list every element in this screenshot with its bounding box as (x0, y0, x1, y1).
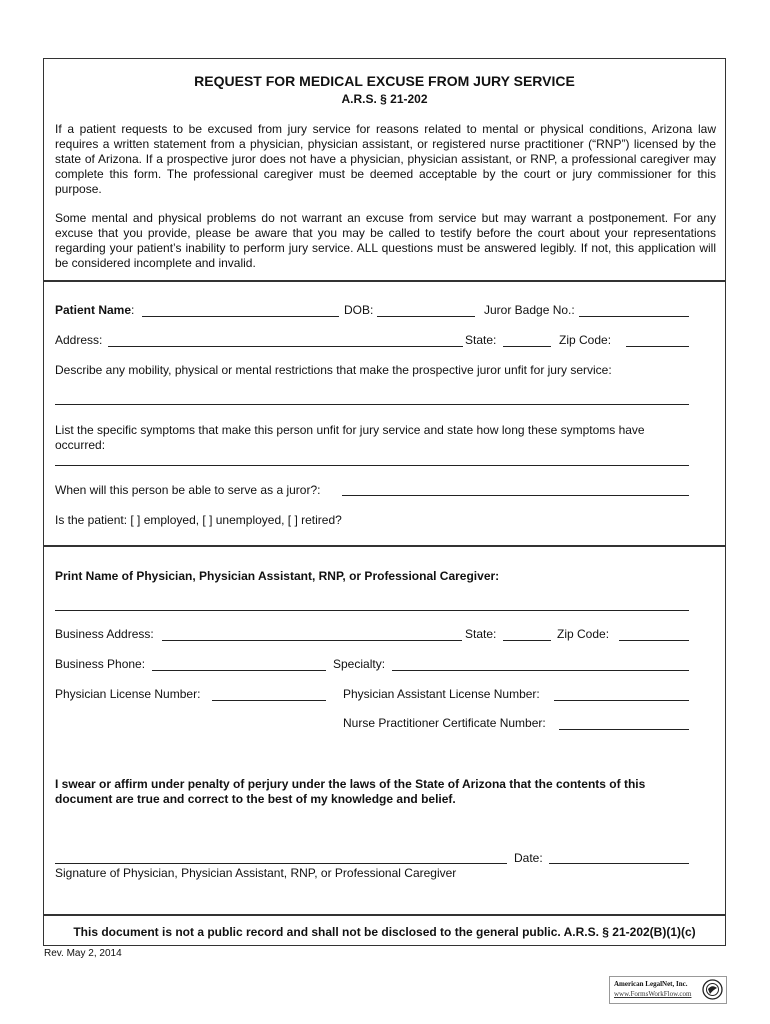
business-address-label: Business Address: (55, 627, 154, 641)
symptoms-label: List the specific symptoms that make this person unfit for jury service and state how long these symptoms have occurred: (55, 423, 645, 452)
pa-license-field[interactable] (554, 700, 689, 701)
form-frame (43, 58, 726, 946)
employment-status-label: Is the patient: [ ] employed, [ ] unemployed, [ ] retired? (55, 513, 342, 527)
logo-company: American LegalNet, Inc. (614, 980, 688, 988)
dob-label: DOB: (344, 303, 374, 317)
legalnet-emblem-icon (702, 979, 723, 1000)
juror-badge-label: Juror Badge No.: (484, 303, 575, 317)
signature-field[interactable] (55, 863, 507, 864)
statute-reference: A.R.S. § 21-202 (341, 92, 428, 106)
pa-license-label: Physician Assistant License Number: (343, 687, 540, 701)
logo-url: www.FormsWorkFlow.com (614, 990, 692, 998)
zip-label: Zip Code: (559, 333, 612, 347)
revision-date: Rev. May 2, 2014 (44, 948, 122, 959)
physician-license-field[interactable] (212, 700, 326, 701)
specialty-label: Specialty: (333, 657, 386, 671)
juror-badge-field[interactable] (579, 316, 689, 317)
return-date-field[interactable] (342, 495, 689, 496)
signature-label: Signature of Physician, Physician Assistant, RNP, or Professional Caregiver (55, 866, 457, 880)
section-divider (44, 280, 725, 282)
business-zip-field[interactable] (619, 640, 689, 641)
american-legalnet-logo (609, 976, 727, 1004)
business-address-field[interactable] (162, 640, 462, 641)
confidentiality-notice: This document is not a public record and shall not be disclosed to the general public. A.R.S. § 21-202(B)(1)(c) (73, 925, 696, 939)
provider-name-label: Print Name of Physician, Physician Assistant, RNP, or Professional Caregiver: (55, 569, 500, 583)
business-phone-field[interactable] (152, 670, 326, 671)
date-label: Date: (514, 851, 543, 865)
intro-paragraph-2: Some mental and physical problems do not warrant an excuse from service but may warrant a postponement. For any excuse that you provide, please be aware that you may be called to testify before the court about your representations regarding your patient’s inability to perform jury service. ALL questions must be answered legibly. If not, this application will be considered incomplete and invalid. (55, 211, 716, 270)
patient-name-label: Patient Name: (55, 303, 135, 317)
business-state-field[interactable] (503, 640, 551, 641)
form-title: REQUEST FOR MEDICAL EXCUSE FROM JURY SERVICE (194, 73, 575, 89)
section-divider (44, 914, 725, 916)
address-label: Address: (55, 333, 103, 347)
date-field[interactable] (549, 863, 689, 864)
zip-field[interactable] (626, 346, 689, 347)
section-divider (44, 545, 725, 547)
restrictions-field[interactable] (55, 404, 689, 405)
business-state-label: State: (465, 627, 497, 641)
intro-paragraph-1: If a patient requests to be excused from jury service for reasons related to mental or physical conditions, Arizona law requires a written statement from a physician, physician assistant, or registered nurse practitioner (“RNP”) licensed by the state of Arizona. If a prospective juror does not have a physician, physician assistant, or RNP, a professional caregiver may complete this form. The professional caregiver must be deemed acceptable by the court or jury commissioner for this purpose. (55, 122, 716, 196)
return-date-label: When will this person be able to serve as a juror?: (55, 483, 321, 497)
dob-field[interactable] (377, 316, 475, 317)
business-zip-label: Zip Code: (557, 627, 610, 641)
restrictions-label: Describe any mobility, physical or mental restrictions that make the prospective juror unfit for jury service: (55, 363, 612, 377)
symptoms-field[interactable] (55, 465, 689, 466)
provider-name-field[interactable] (55, 610, 689, 611)
state-field[interactable] (503, 346, 551, 347)
np-certificate-label: Nurse Practitioner Certificate Number: (343, 716, 546, 730)
patient-name-field[interactable] (142, 316, 339, 317)
specialty-field[interactable] (392, 670, 689, 671)
state-label: State: (465, 333, 497, 347)
physician-license-label: Physician License Number: (55, 687, 201, 701)
address-field[interactable] (108, 346, 463, 347)
perjury-oath: I swear or affirm under penalty of perjury under the laws of the State of Arizona that the contents of this document are true and correct to the best of my knowledge and belief. (55, 777, 646, 806)
np-certificate-field[interactable] (559, 729, 689, 730)
business-phone-label: Business Phone: (55, 657, 146, 671)
